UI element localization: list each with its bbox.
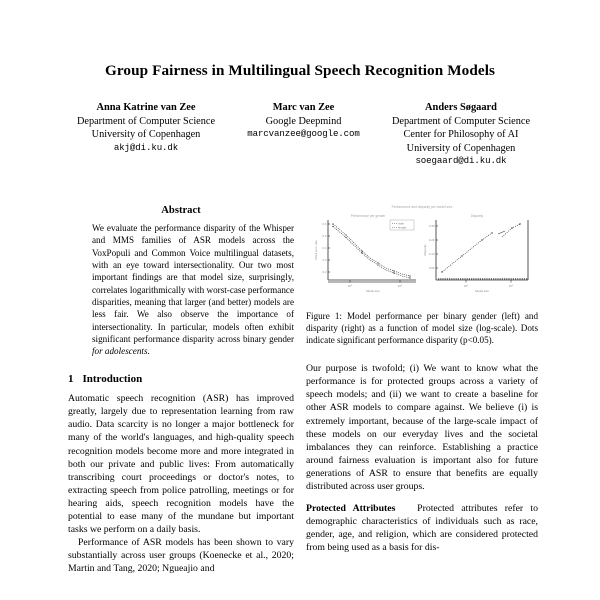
author-entry <box>371 101 551 166</box>
svg-text:male: male <box>398 222 404 226</box>
left-panel <box>314 220 416 293</box>
svg-text:0.6: 0.6 <box>322 222 327 226</box>
svg-text:10⁹: 10⁹ <box>397 284 403 288</box>
author-entry <box>56 101 236 153</box>
intro-paragraph-1: Automatic speech recognition (ASR) has improved greatly, largely due to representation learning from raw audio. Data scarcity is no longer a major bottleneck for many of the world's languages, and high-quality speech recognition models become more and more integrated in both our private and public lives: From automatically transcribing court proceedings or doctor's notes, to extracting speech from police patrolling, meetings or for hearing aids, speech recognition models have the potential to ease many of the mundane but important tasks we perform on a daily basis. <box>68 393 294 535</box>
author-affiliation: Google Deepmind <box>265 116 342 128</box>
svg-text:10⁸: 10⁸ <box>463 284 469 288</box>
figure-legend <box>390 220 414 230</box>
right-column <box>306 200 538 554</box>
svg-text:0.20: 0.20 <box>428 238 435 242</box>
section-heading-introduction <box>68 373 294 385</box>
right-subplot-title: Disparity <box>470 214 484 218</box>
svg-text:0.2: 0.2 <box>322 270 327 274</box>
author-affiliation: Center for Philosophy of AI <box>403 129 519 141</box>
right-panel <box>423 220 528 293</box>
intro-paragraph-2: Performance of ASR models has been shown to vary substantially across user groups (Koenecke et al., 2020; Martin and Tang, 2020; Ngueajio and <box>68 536 294 574</box>
author-entry <box>236 101 371 140</box>
abstract-italic: for adolescents <box>92 346 148 357</box>
author-name: Anders Søgaard <box>425 102 497 113</box>
right-paragraph-2 <box>306 502 538 554</box>
figure-caption-text: Model performance per binary gender (left) and disparity (right) as a function of model size (log-scale). Dots indicate significant performance disparity (p<0.05). <box>306 311 538 345</box>
svg-text:10⁸: 10⁸ <box>347 284 353 288</box>
figure-caption-label: Figure 1: <box>306 311 342 321</box>
figure-plot-svg <box>306 200 538 300</box>
svg-text:Word error rate: Word error rate <box>314 240 318 260</box>
left-subplot-title: Performance per gender <box>350 214 386 218</box>
protected-attributes-text: Protected attributes refer to demographic characteristics of individuals such as race, gender, age, and religion, which are considered protected from being used as a basis for dis- <box>306 502 538 553</box>
figure-suptitle: Performance and disparity per model size <box>391 205 453 209</box>
figure-1 <box>306 200 538 346</box>
author-name: Marc van Zee <box>272 102 335 113</box>
abstract-main: We evaluate the performance disparity of the Whisper and MMS families of ASR models across the VoxPopuli and Common Voice multilingual datasets, with an eye toward intersectionality. Our two most important findings are that model size, surprisingly, correlates logarithmically with worst-case performance disparities, meaning that larger (and better) models are less fair. We also observe the importance of intersectionality. In particular, models often exhibit significant performance disparity across binary gender <box>92 223 294 344</box>
author-block <box>56 101 544 166</box>
author-affiliation: University of Copenhagen <box>91 129 201 141</box>
svg-text:0.3: 0.3 <box>322 258 327 262</box>
svg-text:0.5: 0.5 <box>322 234 327 238</box>
author-email: soegaard@di.ku.dk <box>415 154 507 166</box>
svg-text:Model size: Model size <box>366 289 380 293</box>
right-column-body <box>306 362 538 553</box>
page-title: Group Fairness in Multilingual Speech Recognition Models <box>104 62 496 79</box>
svg-text:10⁹: 10⁹ <box>508 284 514 288</box>
abstract-end: . <box>147 346 150 357</box>
svg-text:0.05: 0.05 <box>428 266 435 270</box>
svg-text:Disparity: Disparity <box>423 244 427 256</box>
svg-text:0.10: 0.10 <box>428 252 435 256</box>
svg-text:Model size: Model size <box>475 289 489 293</box>
figure-caption <box>306 311 538 346</box>
author-affiliation: Department of Computer Science <box>76 116 216 128</box>
author-name: Anna Katrine van Zee <box>96 102 196 113</box>
abstract-text <box>92 222 294 357</box>
section-number: 1 <box>68 373 74 386</box>
author-email: akj@di.ku.dk <box>113 141 179 153</box>
author-email: marcvanzee@google.com <box>247 128 360 140</box>
svg-text:0.4: 0.4 <box>322 246 327 250</box>
left-column <box>68 205 294 575</box>
figure-image <box>306 200 538 300</box>
svg-text:female: female <box>398 226 407 230</box>
svg-text:0.30: 0.30 <box>428 224 435 228</box>
protected-attributes-heading: Protected Attributes <box>306 502 396 514</box>
right-paragraph-1: Our purpose is twofold; (i) We want to know what the performance is for protected groups across a variety of speech models; and (ii) we want to create a baseline for other ASR models to compare against. We believe (i) is extremely important, because of the large-scale impact of these models on our everyday lives and the societal imbalances they can reinforce. Establishing a practice around fairness evaluation is important also for future generations of ASR to ensure that benefits are equally distributed across user groups. <box>306 363 538 492</box>
section-title: Introduction <box>82 373 143 386</box>
author-affiliation: Department of Computer Science <box>391 116 531 128</box>
abstract-heading: Abstract <box>161 205 201 216</box>
author-affiliation: University of Copenhagen <box>406 142 516 154</box>
